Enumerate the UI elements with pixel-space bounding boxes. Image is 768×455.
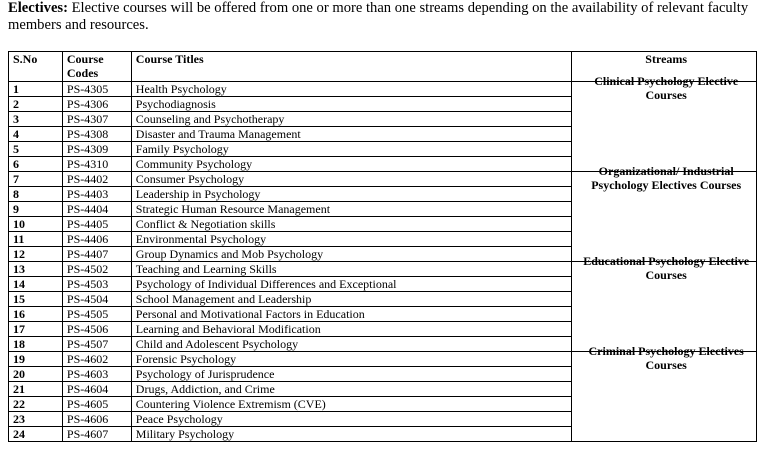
- stream-label: Educational Psychology Elective Courses: [583, 254, 750, 282]
- course-title-cell: Personal and Motivational Factors in Education: [131, 307, 572, 322]
- header-course-codes: Course Codes: [62, 52, 131, 82]
- course-code-cell: PS-4606: [62, 412, 131, 427]
- course-code-cell: PS-4502: [62, 262, 131, 277]
- sno-cell: 14: [9, 277, 63, 292]
- sno-cell: 19: [9, 352, 63, 367]
- sno-cell: 10: [9, 217, 63, 232]
- table-body: [9, 74, 757, 442]
- course-code-cell: PS-4504: [62, 292, 131, 307]
- course-code-cell: PS-4310: [62, 157, 131, 172]
- header-course-titles: Course Titles: [131, 52, 572, 82]
- intro-paragraph: [8, 0, 760, 34]
- sno-cell: 18: [9, 337, 63, 352]
- header-sno: S.No: [9, 52, 63, 82]
- course-code-cell: PS-4406: [62, 232, 131, 247]
- course-code-cell: PS-4507: [62, 337, 131, 352]
- course-title-cell: Conflict & Negotiation skills: [131, 217, 572, 232]
- sno-cell: 1: [9, 82, 63, 97]
- course-title-cell: Learning and Behavioral Modification: [131, 322, 572, 337]
- course-title-cell: Military Psychology: [131, 427, 572, 442]
- course-title-cell: Psychology of Jurisprudence: [131, 367, 572, 382]
- electives-table: [8, 51, 757, 442]
- course-title-cell: Group Dynamics and Mob Psychology: [131, 247, 572, 262]
- stream-cell: [572, 74, 757, 172]
- course-code-cell: PS-4605: [62, 397, 131, 412]
- course-title-cell: School Management and Leadership: [131, 292, 572, 307]
- course-code-cell: PS-4603: [62, 367, 131, 382]
- header-streams: Streams: [572, 52, 757, 82]
- course-code-cell: PS-4309: [62, 142, 131, 157]
- course-title-cell: Strategic Human Resource Management: [131, 202, 572, 217]
- sno-cell: 12: [9, 247, 63, 262]
- course-code-cell: PS-4505: [62, 307, 131, 322]
- table-row: [9, 262, 757, 277]
- sno-cell: 17: [9, 322, 63, 337]
- course-code-cell: PS-4404: [62, 202, 131, 217]
- stream-label: Clinical Psychology Elective Courses: [594, 74, 739, 102]
- course-title-cell: Psychodiagnosis: [131, 97, 572, 112]
- sno-cell: 8: [9, 187, 63, 202]
- course-code-cell: PS-4306: [62, 97, 131, 112]
- course-code-cell: PS-4307: [62, 112, 131, 127]
- course-code-cell: PS-4604: [62, 382, 131, 397]
- course-code-cell: PS-4305: [62, 82, 131, 97]
- course-code-cell: PS-4405: [62, 217, 131, 232]
- sno-cell: 4: [9, 127, 63, 142]
- course-title-cell: Consumer Psychology: [131, 172, 572, 187]
- course-title-cell: Environmental Psychology: [131, 232, 572, 247]
- sno-cell: 3: [9, 112, 63, 127]
- sno-cell: 6: [9, 157, 63, 172]
- course-code-cell: PS-4407: [62, 247, 131, 262]
- sno-cell: 2: [9, 97, 63, 112]
- course-title-cell: Counseling and Psychotherapy: [131, 112, 572, 127]
- course-code-cell: PS-4607: [62, 427, 131, 442]
- course-code-cell: PS-4503: [62, 277, 131, 292]
- course-title-cell: Peace Psychology: [131, 412, 572, 427]
- sno-cell: 5: [9, 142, 63, 157]
- sno-cell: 24: [9, 427, 63, 442]
- intro-label: Electives:: [8, 0, 68, 16]
- course-title-cell: Psychology of Individual Differences and Exceptional: [131, 277, 572, 292]
- table-row: [9, 82, 757, 97]
- sno-cell: 15: [9, 292, 63, 307]
- course-title-cell: Community Psychology: [131, 157, 572, 172]
- course-code-cell: PS-4506: [62, 322, 131, 337]
- stream-label: Organizational/ Industrial Psychology Electives Courses: [591, 164, 742, 192]
- intro-text: Elective courses will be offered from one or more than one streams depending on the availability of relevant faculty members and resources.: [8, 0, 749, 33]
- course-title-cell: Countering Violence Extremism (CVE): [131, 397, 572, 412]
- course-title-cell: Family Psychology: [131, 142, 572, 157]
- table-row: [9, 172, 757, 187]
- sno-cell: 11: [9, 232, 63, 247]
- sno-cell: 13: [9, 262, 63, 277]
- stream-label: Criminal Psychology Electives Courses: [588, 344, 744, 372]
- stream-cell: [572, 344, 757, 442]
- table-row: [9, 352, 757, 367]
- course-code-cell: PS-4402: [62, 172, 131, 187]
- stream-cell: [572, 254, 757, 352]
- stream-cell: [572, 164, 757, 262]
- sno-cell: 16: [9, 307, 63, 322]
- sno-cell: 21: [9, 382, 63, 397]
- course-title-cell: Drugs, Addiction, and Crime: [131, 382, 572, 397]
- sno-cell: 20: [9, 367, 63, 382]
- course-title-cell: Forensic Psychology: [131, 352, 572, 367]
- course-title-cell: Disaster and Trauma Management: [131, 127, 572, 142]
- sno-cell: 22: [9, 397, 63, 412]
- course-title-cell: Child and Adolescent Psychology: [131, 337, 572, 352]
- course-code-cell: PS-4308: [62, 127, 131, 142]
- course-code-cell: PS-4403: [62, 187, 131, 202]
- course-title-cell: Health Psychology: [131, 82, 572, 97]
- course-code-cell: PS-4602: [62, 352, 131, 367]
- course-title-cell: Leadership in Psychology: [131, 187, 572, 202]
- sno-cell: 23: [9, 412, 63, 427]
- course-title-cell: Teaching and Learning Skills: [131, 262, 572, 277]
- sno-cell: 9: [9, 202, 63, 217]
- sno-cell: 7: [9, 172, 63, 187]
